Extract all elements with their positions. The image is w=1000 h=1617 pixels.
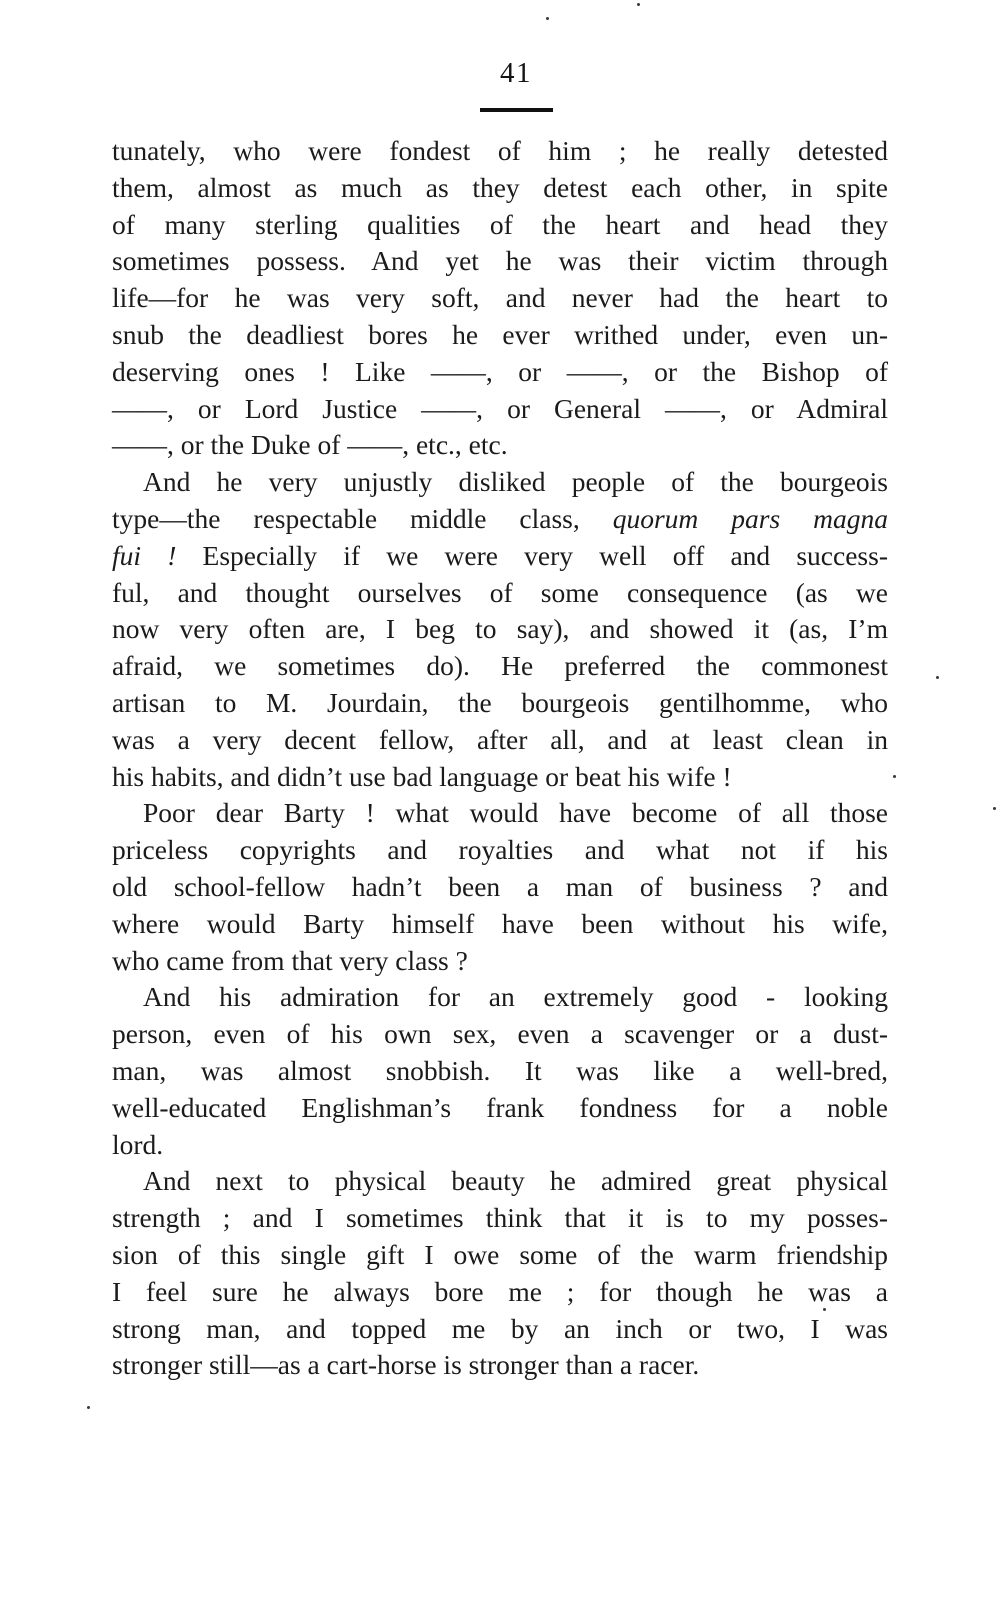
text-segment: who came from that very class ?: [112, 944, 468, 976]
paragraph: [112, 464, 888, 795]
text-segment: tunately, who were fondest of him ; he really detested: [112, 135, 888, 166]
text-segment: snub the deadliest bores he ever writhed under, even un-: [112, 318, 888, 350]
text-segment: priceless copyrights and royalties and what not if his: [112, 834, 888, 866]
scan-speck: [993, 807, 996, 810]
text-segment: life—for he was very soft, and never had the heart to: [112, 282, 888, 314]
text-line: [112, 501, 888, 538]
text-segment: person, even of his own sex, even a scavenger or a dust-: [112, 1018, 888, 1050]
text-line: [112, 759, 888, 796]
text-segment: old school-fellow hadn’t been a man of business ? and: [112, 870, 888, 902]
text-line: [112, 133, 888, 170]
text-line: [112, 943, 888, 980]
text-line: [112, 575, 888, 612]
text-segment: artisan to M. Jourdain, the bourgeois gentilhomme, who: [112, 686, 888, 718]
text-line: [112, 685, 888, 722]
text-segment: And his admiration for an extremely good - looking: [143, 981, 888, 1013]
paragraph: [112, 133, 888, 464]
text-segment: sion of this single gift I owe some of the warm friendship: [112, 1238, 888, 1270]
text-segment: well-educated Englishman’s frank fondness for a noble: [112, 1091, 888, 1123]
scan-speck: [546, 17, 549, 20]
paragraph: [112, 795, 888, 979]
scan-speck: [893, 775, 896, 778]
text-line: [112, 1311, 888, 1348]
italic-text-segment: fui !: [112, 539, 177, 571]
text-line: [112, 207, 888, 244]
text-line: [112, 427, 888, 464]
text-segment: stronger still—as a cart-horse is stronger than a racer.: [112, 1349, 700, 1381]
text-segment: ——, or the Duke of ——, etc., etc.: [112, 429, 508, 461]
text-line: [112, 538, 888, 575]
text-line: [112, 1347, 888, 1384]
page-number: 41: [500, 57, 532, 89]
text-segment: lord.: [112, 1128, 164, 1160]
text-segment: strong man, and topped me by an inch or two, I was: [112, 1312, 888, 1344]
text-segment: them, almost as much as they detest each other, in spite: [112, 171, 888, 203]
text-line: [112, 722, 888, 759]
text-line: [112, 243, 888, 280]
text-line: [112, 1127, 888, 1164]
text-segment: afraid, we sometimes do). He preferred the commonest: [112, 650, 888, 682]
text-segment: ——, or Lord Justice ——, or General ——, or Admiral: [112, 392, 888, 424]
header-rule: [480, 108, 553, 112]
text-line: [112, 317, 888, 354]
text-segment: ful, and thought ourselves of some consequence (as we: [112, 576, 888, 608]
text-line: [112, 869, 888, 906]
text-line: [112, 1090, 888, 1127]
text-line: [112, 906, 888, 943]
text-line: [112, 280, 888, 317]
text-segment: man, was almost snobbish. It was like a well-bred,: [112, 1054, 888, 1086]
text-line: [112, 832, 888, 869]
text-line: [112, 611, 888, 648]
text-line: [112, 1163, 888, 1200]
scan-speck: [936, 676, 939, 679]
text-line: [112, 795, 888, 832]
text-segment: And next to physical beauty he admired great physical: [143, 1165, 888, 1197]
paragraph: [112, 979, 888, 1163]
text-segment: sometimes possess. And yet he was their victim through: [112, 245, 888, 277]
text-segment: type—the respectable middle class,: [112, 502, 613, 534]
text-block: [112, 133, 888, 1384]
text-segment: was a very decent fellow, after all, and at least clean in: [112, 723, 888, 755]
text-segment: Especially if we were very well off and success-: [176, 539, 888, 571]
text-line: [112, 979, 888, 1016]
text-segment: Poor dear Barty ! what would have become of all those: [143, 797, 888, 829]
text-segment: I feel sure he always bore me ; for though he was a: [112, 1275, 888, 1307]
text-line: [112, 170, 888, 207]
text-line: [112, 1016, 888, 1053]
text-line: [112, 1053, 888, 1090]
paragraph: [112, 1163, 888, 1384]
text-segment: of many sterling qualities of the heart and head they: [112, 208, 888, 240]
text-line: [112, 464, 888, 501]
text-line: [112, 354, 888, 391]
text-segment: And he very unjustly disliked people of the bourgeois: [143, 466, 888, 498]
text-segment: where would Barty himself have been without his wife,: [112, 907, 888, 939]
text-segment: deserving ones ! Like ——, or ——, or the Bishop of: [112, 355, 888, 387]
italic-text-segment: quorum pars magna: [612, 502, 888, 534]
text-line: [112, 1274, 888, 1311]
text-segment: now very often are, I beg to say), and showed it (as, I’m: [112, 613, 888, 645]
scan-speck: [637, 3, 640, 6]
text-line: [112, 648, 888, 685]
scan-speck: [87, 1406, 90, 1409]
text-segment: his habits, and didn’t use bad language or beat his wife !: [112, 760, 732, 792]
text-segment: strength ; and I sometimes think that it is to my posses-: [112, 1202, 888, 1234]
text-line: [112, 1200, 888, 1237]
scan-speck: [823, 1308, 826, 1311]
text-line: [112, 1237, 888, 1274]
text-line: [112, 391, 888, 428]
